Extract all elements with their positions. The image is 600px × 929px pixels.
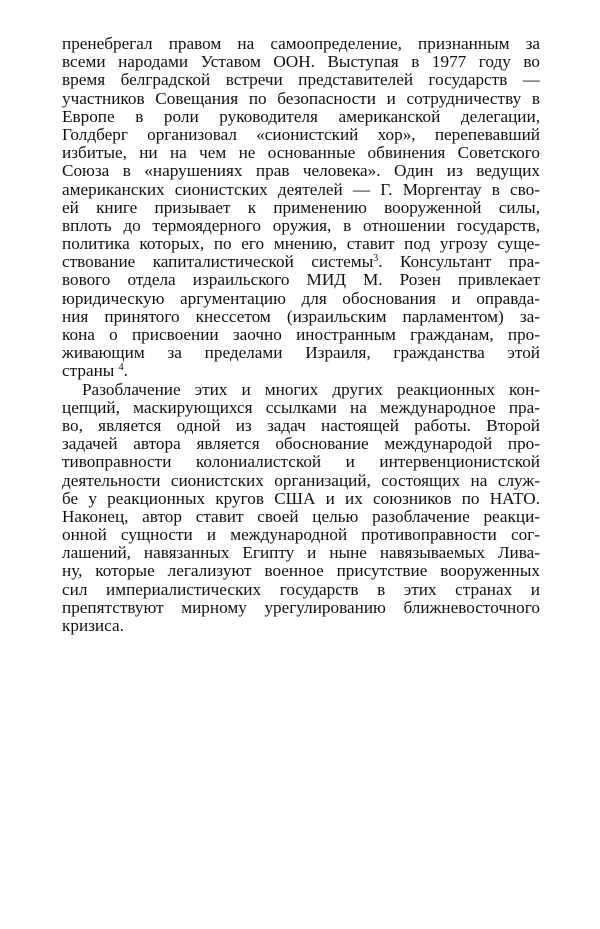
text-line: ния принятого кнессетом (израильским парламентом) за- [62, 306, 540, 326]
text-line: время белградской встречи представителей государств — [62, 70, 540, 90]
document-page [62, 35, 540, 635]
text-line: всеми народами Уставом ООН. Выступая в 1977 году во [62, 52, 540, 72]
text-line [62, 362, 540, 380]
text-line: вплоть до термоядерного оружия, в отношении государств, [62, 215, 540, 235]
text-line: препятствуют мирному урегулированию ближневосточного [62, 597, 540, 617]
text-segment: . [123, 361, 128, 381]
text-segment: . Консультант пра- [378, 252, 540, 272]
text-line: вового отдела израильского МИД М. Розен привлекает [62, 270, 540, 290]
text-line: онной сущности и международной противоправности сог- [62, 525, 540, 545]
text-line: Разоблачение этих и многих других реакционных кон- [82, 379, 540, 399]
text-line [62, 253, 540, 271]
text-segment: ствование капиталистической системы [62, 252, 374, 272]
text-line: цепций, маскирующихся ссылками на международное пра- [62, 397, 540, 417]
text-line: Голдберг организовал «сионистский хор», перепевавший [62, 124, 540, 144]
text-line: во, является одной из задач настоящей работы. Второй [62, 415, 540, 435]
text-line: живающим за пределами Израиля, гражданства этой [62, 343, 540, 363]
text-line: Наконец, автор ставит своей целью разоблачение реакци- [62, 506, 540, 526]
paragraph-2 [62, 381, 540, 636]
text-line: деятельности сионистских организаций, состоящих на служ- [62, 470, 540, 490]
text-line: Европе в роли руководителя американской делегации, [62, 106, 540, 126]
footnote-mark: 3 [373, 253, 379, 265]
text-line: задачей автора является обоснование международой про- [62, 434, 540, 454]
text-line: сил империалистических государств в этих странах и [62, 579, 540, 599]
text-line: юридическую аргументацию для обоснования и оправда- [62, 288, 540, 308]
text-line: ей книге призывает к применению вооруженной силы, [62, 197, 540, 217]
text-segment: страны [62, 361, 115, 381]
text-line: кризиса. [62, 616, 124, 635]
text-line: бе у реакционных кругов США и их союзников по НАТО. [62, 488, 540, 508]
text-line: ну, которые легализуют военное присутствие вооруженных [62, 561, 540, 581]
footnote-mark: 4 [118, 362, 124, 374]
text-line: лашений, навязанных Египту и ныне навязываемых Лива- [62, 543, 540, 563]
paragraph-1 [62, 35, 540, 381]
text-line: избитые, ни на чем не основанные обвинения Советского [62, 143, 540, 163]
text-line: Союза в «нарушениях прав человека». Один из ведущих [62, 161, 540, 181]
text-line: тивоправности колониалистской и интервенционистской [62, 452, 540, 472]
text-line: кона о присвоении заочно иностранным гражданам, про- [62, 325, 540, 344]
text-line: политика которых, по его мнению, ставит под угрозу суще- [62, 234, 540, 254]
text-line: пренебрегал правом на самоопределение, признанным за [62, 34, 540, 53]
text-line: американских сионистских деятелей — Г. Моргентау в сво- [62, 179, 540, 199]
text-line: участников Совещания по безопасности и сотрудничеству в [62, 88, 540, 108]
